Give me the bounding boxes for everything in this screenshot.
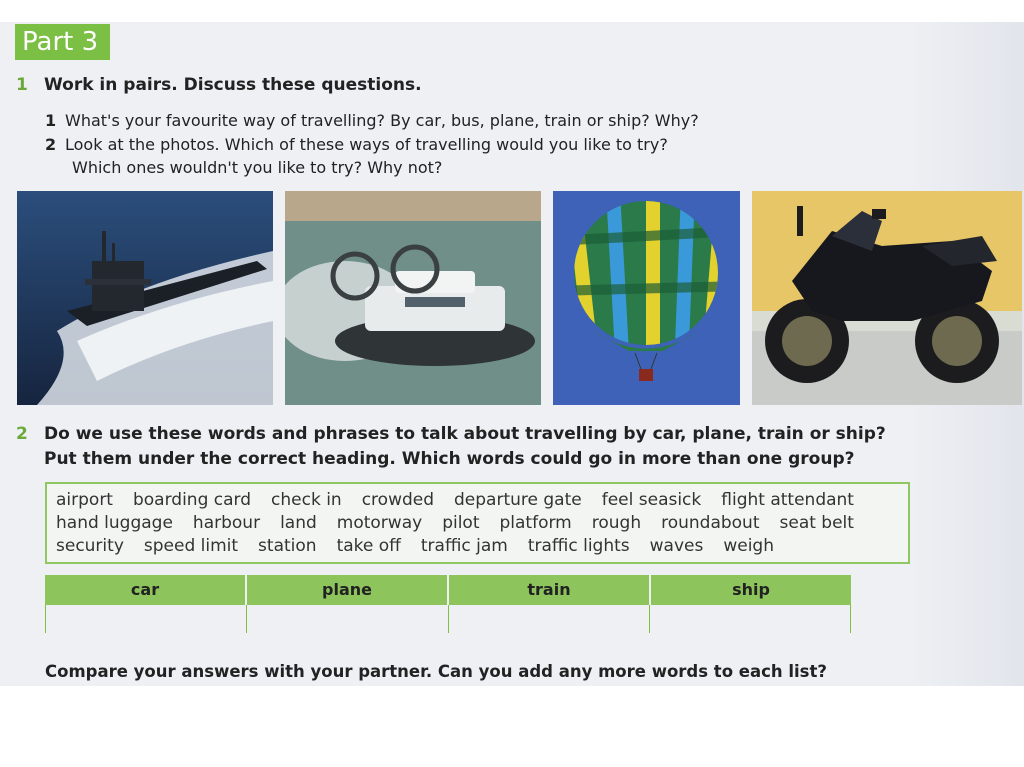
word-item: flight attendant xyxy=(721,490,854,510)
question-2-number: 2 xyxy=(45,135,57,154)
answer-cell-ship[interactable] xyxy=(649,605,851,633)
compare-instruction: Compare your answers with your partner. Can you add any more words to each list? xyxy=(45,662,827,681)
word-item: security xyxy=(56,536,124,556)
word-item: boarding card xyxy=(132,490,252,510)
table-header-row xyxy=(45,575,851,605)
question-2-continuation: Which ones wouldn't you like to try? Why not? xyxy=(72,158,443,177)
word-box xyxy=(45,482,910,564)
photo-hot-air-balloon xyxy=(553,191,740,405)
word-item: land xyxy=(280,513,317,533)
word-item: seat belt xyxy=(779,513,854,533)
word-item: traffic jam xyxy=(420,536,508,556)
word-item: departure gate xyxy=(454,490,582,510)
word-item: harbour xyxy=(192,513,261,533)
exercise-2-heading-line-1: Do we use these words and phrases to talk about travelling by car, plane, train or ship? xyxy=(44,424,886,444)
word-item: waves xyxy=(649,536,704,556)
textbook-page xyxy=(0,22,1024,686)
question-1 xyxy=(45,111,699,130)
word-item: roundabout xyxy=(661,513,760,533)
exercise-2-number: 2 xyxy=(16,424,28,444)
word-item: weigh xyxy=(723,536,774,556)
exercise-1-heading: Work in pairs. Discuss these questions. xyxy=(44,75,422,95)
exercise-2-heading-line-2: Put them under the correct heading. Which words could go in more than one group? xyxy=(44,449,855,469)
word-item: platform xyxy=(499,513,572,533)
part-badge: Part 3 xyxy=(15,24,110,60)
word-item: traffic lights xyxy=(527,536,630,556)
answer-cell-plane[interactable] xyxy=(246,605,447,633)
word-item: pilot xyxy=(442,513,480,533)
word-item: station xyxy=(258,536,317,556)
answer-cell-car[interactable] xyxy=(45,605,246,633)
photo-motorbike xyxy=(752,191,1022,405)
column-header-ship: ship xyxy=(732,580,770,599)
question-2-text: Look at the photos. Which of these ways of travelling would you like to try? xyxy=(65,135,668,154)
question-1-text: What's your favourite way of travelling? By car, bus, plane, train or ship? Why? xyxy=(65,111,699,130)
word-row xyxy=(56,490,908,513)
column-header-train: train xyxy=(449,575,651,605)
question-1-number: 1 xyxy=(45,111,57,130)
word-item: hand luggage xyxy=(56,513,173,533)
column-header-plane: plane xyxy=(247,575,449,605)
word-item: feel seasick xyxy=(601,490,702,510)
table-answer-row xyxy=(45,605,851,633)
word-row xyxy=(56,536,908,559)
photo-submarine xyxy=(17,191,273,405)
word-item: check in xyxy=(271,490,342,510)
question-2 xyxy=(45,135,668,154)
word-item: airport xyxy=(56,490,113,510)
word-row xyxy=(56,513,908,536)
exercise-1-number: 1 xyxy=(16,75,28,95)
word-item: crowded xyxy=(361,490,435,510)
photo-hovercraft xyxy=(285,191,541,405)
category-table xyxy=(45,575,851,633)
word-item: take off xyxy=(336,536,401,556)
word-item: rough xyxy=(591,513,642,533)
column-header-car: car xyxy=(45,575,247,605)
word-item: motorway xyxy=(336,513,423,533)
word-item: speed limit xyxy=(143,536,239,556)
answer-cell-train[interactable] xyxy=(448,605,649,633)
